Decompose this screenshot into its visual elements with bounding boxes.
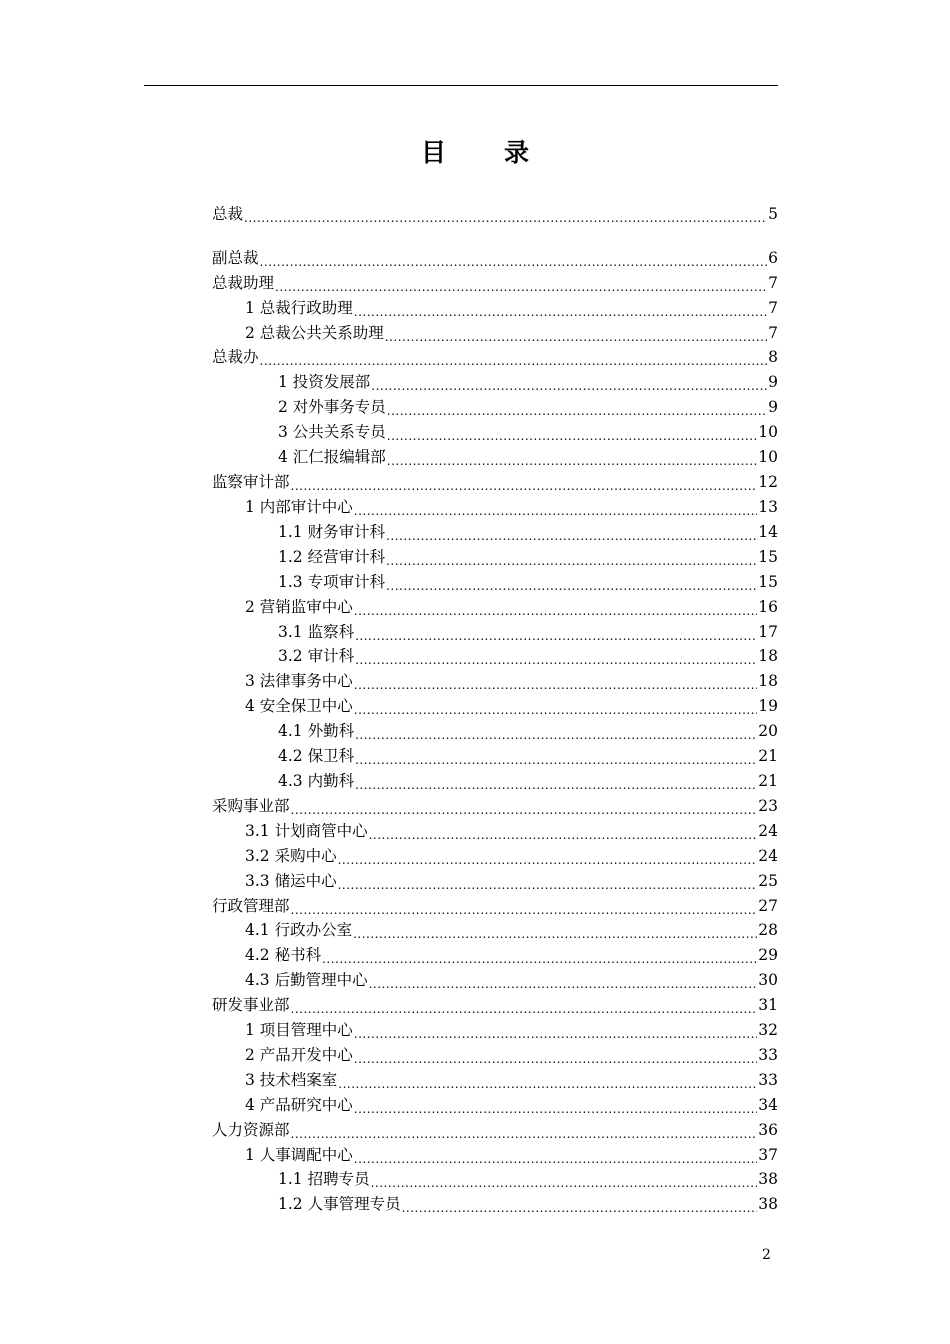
- dot-leader: [355, 644, 757, 668]
- toc-entry[interactable]: [245, 1143, 778, 1167]
- toc-entry-label: 3.1 计划商管中心: [245, 822, 368, 840]
- dot-leader: [387, 420, 757, 444]
- dot-leader: [355, 620, 757, 644]
- toc-entry-label: 1 总裁行政助理: [245, 299, 353, 317]
- toc-entry[interactable]: [278, 395, 778, 419]
- toc-entry-label: 1 内部审计中心: [245, 498, 353, 516]
- toc-entry-label: 行政管理部: [212, 897, 290, 915]
- toc-entry-label: 1.2 人事管理专员: [278, 1195, 401, 1213]
- toc-entry-label: 4 产品研究中心: [245, 1096, 353, 1114]
- dot-leader: [386, 520, 757, 544]
- toc-entry[interactable]: [245, 918, 778, 942]
- toc-entry-label: 监察审计部: [212, 473, 290, 491]
- toc-entry[interactable]: [212, 470, 778, 494]
- dot-leader: [387, 445, 757, 469]
- toc-entry-label: 3.1 监察科: [278, 623, 355, 641]
- toc-entry-label: 3 公共关系专员: [278, 423, 386, 441]
- toc-entry-label: 1 项目管理中心: [245, 1021, 353, 1039]
- toc-title-char-1: 目: [420, 138, 446, 167]
- toc-entry-page: 33: [758, 1046, 778, 1064]
- toc-entry-page: 33: [758, 1071, 778, 1089]
- toc-entry-page: 27: [758, 897, 778, 915]
- toc-entry-page: 25: [758, 872, 778, 890]
- toc-entry-page: 6: [768, 249, 778, 267]
- dot-leader: [244, 202, 767, 226]
- toc-entry-page: 24: [758, 847, 778, 865]
- toc-entry-label: 4.1 行政办公室: [245, 921, 353, 939]
- toc-entry-label: 4.3 内勤科: [278, 772, 355, 790]
- toc-entry-label: 4.3 后勤管理中心: [245, 971, 368, 989]
- toc-entry[interactable]: [278, 744, 778, 768]
- toc-entry-page: 14: [758, 523, 778, 541]
- toc-entry-label: 3.2 采购中心: [245, 847, 337, 865]
- toc-entry-label: 2 产品开发中心: [245, 1046, 353, 1064]
- toc-entry-page: 30: [758, 971, 778, 989]
- toc-entry-label: 总裁办: [212, 348, 259, 366]
- dot-leader: [291, 470, 758, 494]
- toc-entry-label: 采购事业部: [212, 797, 290, 815]
- toc-entry[interactable]: [245, 1018, 778, 1042]
- toc-entry-label: 副总裁: [212, 249, 259, 267]
- toc-entry[interactable]: [212, 345, 778, 369]
- dot-leader: [369, 819, 758, 843]
- dot-leader: [260, 246, 768, 270]
- toc-title: [0, 133, 950, 169]
- dot-leader: [354, 1043, 757, 1067]
- toc-entry-label: 4 安全保卫中心: [245, 697, 353, 715]
- dot-leader: [338, 869, 758, 893]
- toc-entry[interactable]: [245, 844, 778, 868]
- page-number: 2: [762, 1247, 771, 1263]
- toc-entry-label: 4.2 保卫科: [278, 747, 355, 765]
- dot-leader: [386, 570, 757, 594]
- toc-entry-label: 2 营销监审中心: [245, 598, 353, 616]
- toc-entry-page: 20: [758, 722, 778, 740]
- toc-entry-label: 4.1 外勤科: [278, 722, 355, 740]
- toc-entry[interactable]: [245, 943, 778, 967]
- toc-entry-page: 31: [758, 996, 778, 1014]
- dot-leader: [369, 968, 758, 992]
- dot-leader: [355, 769, 757, 793]
- toc-entry-label: 1.2 经营审计科: [278, 548, 386, 566]
- dot-leader: [354, 296, 767, 320]
- toc-entry-label: 1.1 招聘专员: [278, 1170, 370, 1188]
- toc-entry-page: 8: [768, 348, 778, 366]
- dot-leader: [386, 545, 757, 569]
- dot-leader: [322, 943, 757, 967]
- toc-entry-label: 3 法律事务中心: [245, 672, 353, 690]
- toc-entry-page: 38: [758, 1195, 778, 1213]
- toc-entry-page: 16: [758, 598, 778, 616]
- toc-entry[interactable]: [245, 819, 778, 843]
- toc-entry-page: 15: [758, 573, 778, 591]
- dot-leader: [354, 595, 757, 619]
- toc-entry[interactable]: [245, 495, 778, 519]
- toc-entry[interactable]: [245, 968, 778, 992]
- toc-entry-label: 1 投资发展部: [278, 373, 371, 391]
- dot-leader: [353, 918, 757, 942]
- toc-entry[interactable]: [212, 246, 778, 270]
- toc-entry[interactable]: [278, 520, 778, 544]
- toc-title-char-2: 录: [504, 138, 530, 167]
- toc-entry[interactable]: [245, 595, 778, 619]
- dot-leader: [355, 744, 757, 768]
- dot-leader: [354, 669, 757, 693]
- toc-entry[interactable]: [278, 719, 778, 743]
- toc-entry-label: 1.3 专项审计科: [278, 573, 386, 591]
- dot-leader: [354, 1018, 757, 1042]
- toc-entry[interactable]: [245, 869, 778, 893]
- toc-entry-page: 9: [768, 398, 778, 416]
- dot-leader: [260, 345, 768, 369]
- toc-entry[interactable]: [278, 1167, 778, 1191]
- dot-leader: [354, 495, 757, 519]
- toc-entry-page: 10: [758, 448, 778, 466]
- dot-leader: [354, 694, 757, 718]
- toc-entry-page: 24: [758, 822, 778, 840]
- toc-entry-page: 23: [758, 797, 778, 815]
- dot-leader: [291, 894, 758, 918]
- toc-entry-page: 21: [758, 772, 778, 790]
- toc-entry[interactable]: [278, 1192, 778, 1216]
- toc-entry-page: 7: [768, 324, 778, 342]
- toc-entry-page: 15: [758, 548, 778, 566]
- toc-entry[interactable]: [278, 570, 778, 594]
- toc-entry-page: 28: [758, 921, 778, 939]
- header-rule: [144, 85, 778, 86]
- toc-entry[interactable]: [245, 1093, 778, 1117]
- toc-entry-page: 18: [758, 647, 778, 665]
- toc-entry-page: 13: [758, 498, 778, 516]
- toc-entry-label: 4 汇仁报编辑部: [278, 448, 386, 466]
- dot-leader: [387, 395, 767, 419]
- toc-entry[interactable]: [212, 993, 778, 1017]
- toc-entry[interactable]: [212, 794, 778, 818]
- toc-entry-page: 29: [758, 946, 778, 964]
- dot-leader: [402, 1192, 758, 1216]
- toc-entry-page: 38: [758, 1170, 778, 1188]
- toc-entry[interactable]: [212, 1118, 778, 1142]
- toc-entry-label: 2 总裁公共关系助理: [245, 324, 384, 342]
- toc-entry-label: 2 对外事务专员: [278, 398, 386, 416]
- toc-entry-page: 18: [758, 672, 778, 690]
- toc-entry-page: 7: [768, 274, 778, 292]
- toc-entry[interactable]: [278, 445, 778, 469]
- toc-entry-page: 7: [768, 299, 778, 317]
- toc-entry-page: 34: [758, 1096, 778, 1114]
- toc-entry[interactable]: [245, 296, 778, 320]
- dot-leader: [355, 719, 757, 743]
- dot-leader: [385, 321, 767, 345]
- toc-entry-label: 总裁: [212, 205, 244, 223]
- toc-entry-page: 12: [758, 473, 778, 491]
- dot-leader: [371, 1167, 758, 1191]
- dot-leader: [275, 271, 767, 295]
- toc-entry[interactable]: [245, 669, 778, 693]
- toc-entry-page: 21: [758, 747, 778, 765]
- dot-leader: [354, 1093, 757, 1117]
- toc-entry[interactable]: [278, 420, 778, 444]
- toc-entry[interactable]: [245, 1043, 778, 1067]
- toc-entry-label: 研发事业部: [212, 996, 290, 1014]
- toc-entry-page: 10: [758, 423, 778, 441]
- toc-entry-label: 4.2 秘书科: [245, 946, 322, 964]
- toc-entry-label: 1.1 财务审计科: [278, 523, 386, 541]
- dot-leader: [371, 370, 767, 394]
- toc-entry-label: 总裁助理: [212, 274, 275, 292]
- toc-entry[interactable]: [212, 894, 778, 918]
- dot-leader: [291, 794, 758, 818]
- toc-entry-page: 9: [768, 373, 778, 391]
- toc-entry-label: 人力资源部: [212, 1121, 290, 1139]
- toc-entry-page: 17: [758, 623, 778, 641]
- toc-entry-label: 3.3 储运中心: [245, 872, 337, 890]
- toc-entry[interactable]: [212, 271, 778, 295]
- toc-entry-label: 3.2 审计科: [278, 647, 355, 665]
- toc-entry[interactable]: [245, 1068, 778, 1092]
- toc-entry[interactable]: [278, 370, 778, 394]
- toc-entry-page: 32: [758, 1021, 778, 1039]
- toc-entry[interactable]: [278, 644, 778, 668]
- dot-leader: [354, 1143, 757, 1167]
- toc-entry-page: 5: [768, 205, 778, 223]
- toc-entry-page: 37: [758, 1146, 778, 1164]
- dot-leader: [338, 844, 758, 868]
- toc-entry[interactable]: [212, 202, 778, 226]
- dot-leader: [338, 1068, 757, 1092]
- dot-leader: [291, 993, 758, 1017]
- toc-entry-label: 3 技术档案室: [245, 1071, 338, 1089]
- dot-leader: [291, 1118, 758, 1142]
- toc-entry[interactable]: [278, 545, 778, 569]
- toc-entry[interactable]: [245, 321, 778, 345]
- toc-entry[interactable]: [278, 769, 778, 793]
- toc-entry-page: 36: [758, 1121, 778, 1139]
- toc-entry-page: 19: [758, 697, 778, 715]
- toc-entry[interactable]: [245, 694, 778, 718]
- toc-entry-label: 1 人事调配中心: [245, 1146, 353, 1164]
- toc-entry[interactable]: [278, 620, 778, 644]
